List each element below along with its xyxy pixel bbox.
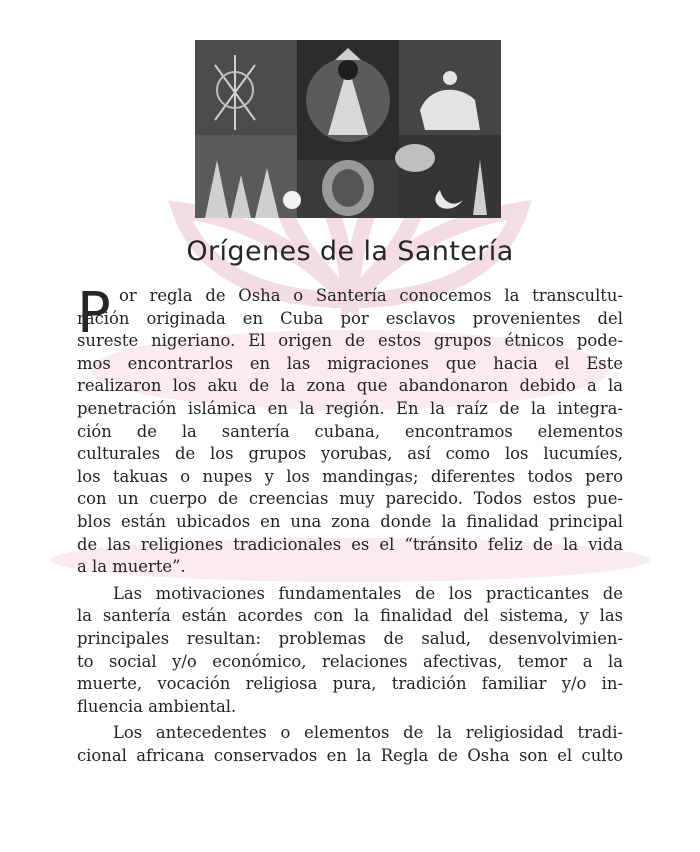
text-line: de las religiones tradicionales es el “tránsito feliz de la vida <box>77 534 623 554</box>
text-line: mos encontrarlos en las migraciones que hacia el Este <box>77 353 623 373</box>
text-line: fluencia ambiental. <box>77 696 237 716</box>
paragraph-1 <box>77 281 623 579</box>
text-line: Los antecedentes o elementos de la religiosidad tradi- <box>113 723 623 743</box>
drop-cap: P <box>77 281 111 346</box>
text-line: Las motivaciones fundamentales de los practicantes de <box>113 583 623 603</box>
text-line: principales resultan: problemas de salud, desenvolvimien- <box>77 628 623 648</box>
text-line: realizaron los aku de la zona que abandonaron debido a la <box>77 376 623 396</box>
text-line: los takuas o nupes y los mandingas; diferentes todos pero <box>77 466 623 486</box>
text-line: blos están ubicados en una zona donde la finalidad principal <box>77 511 623 531</box>
text-line: ración originada en Cuba por esclavos provenientes del <box>77 308 623 328</box>
paragraph-3 <box>77 722 623 767</box>
text-line: cional africana conservados en la Regla de Osha son el culto <box>77 745 623 765</box>
text-line: con un cuerpo de creencias muy parecido. Todos estos pue- <box>77 489 623 509</box>
text-line: muerte, vocación religiosa pura, tradición familiar y/o in- <box>77 674 623 694</box>
text-line: la santería están acordes con la finalidad del sistema, y las <box>77 606 623 626</box>
text-line: culturales de los grupos yorubas, así como los lucumíes, <box>77 444 623 464</box>
text-line: to social y/o económico, relaciones afectivas, temor a la <box>77 651 623 671</box>
text-line: ción de la santería cubana, encontramos elementos <box>77 421 623 441</box>
page-title: Orígenes de la Santería <box>186 236 514 267</box>
body-text <box>77 281 623 771</box>
paragraph-2 <box>77 583 623 719</box>
text-line: sureste nigeriano. El origen de estos grupos étnicos pode- <box>77 331 623 351</box>
text-line: penetración islámica en la región. En la raíz de la integra- <box>77 398 623 418</box>
text-line: or regla de Osha o Santería conocemos la transcultu- <box>119 286 623 305</box>
santeria-collage-image <box>195 40 501 218</box>
text-line: a la muerte”. <box>77 557 186 577</box>
